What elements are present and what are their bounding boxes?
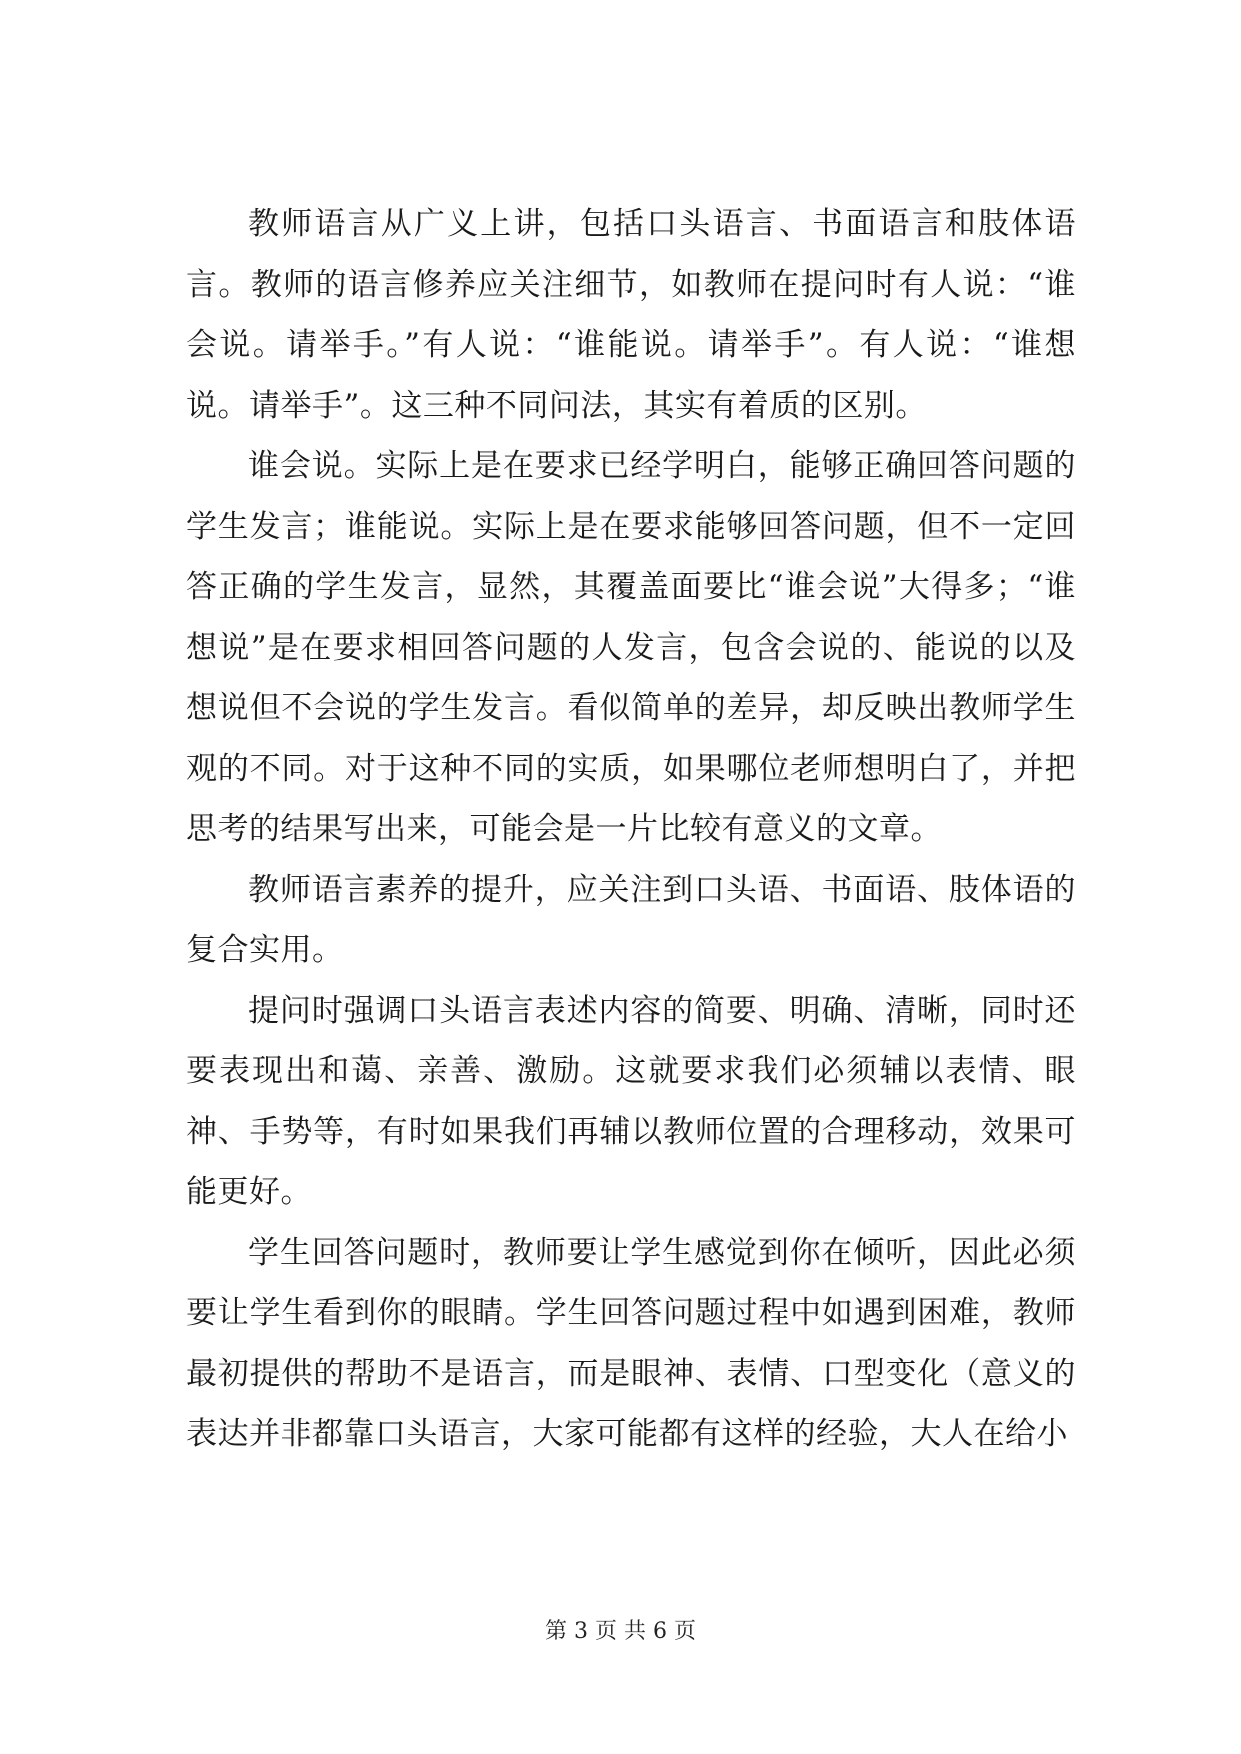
paragraph-4: 提问时强调口头语言表述内容的简要、明确、清晰，同时还要表现出和蔼、亲善、激励。这就要求我们必须辅以表情、眼神、手势等，有时如果我们再辅以教师位置的合理移动，效果可能更好。 [186,992,1076,1210]
page-footer: 第 3 页 共 6 页 [545,1619,696,1644]
paragraph-3: 教师语言素养的提升，应关注到口头语、书面语、肢体语的复合实用。 [186,871,1076,968]
paragraph-2: 谁会说。实际上是在要求已经学明白，能够正确回答问题的学生发言；谁能说。实际上是在要求能够回答问题，但不一定回答正确的学生发言，显然，其覆盖面要比“谁会说”大得多；“谁想说”是在要求相回答问题的人发言，包含会说的、能说的以及想说但不会说的学生发言。看似简单的差异，却反映出教师学生观的不同。对于这种不同的实质，如果哪位老师想明白了，并把思考的结果写出来，可能会是一片比较有意义的文章。 [186,448,1076,847]
paragraph-1: 教师语言从广义上讲，包括口头语言、书面语言和肢体语言。教师的语言修养应关注细节，如教师在提问时有人说：“谁会说。请举手。”有人说：“谁能说。请举手”。有人说：“谁想说。请举手”。这三种不同问法，其实有着质的区别。 [186,206,1076,424]
document-body [186,194,1076,1465]
paragraph-5: 学生回答问题时，教师要让学生感觉到你在倾听，因此必须要让学生看到你的眼睛。学生回答问题过程中如遇到困难，教师最初提供的帮助不是语言，而是眼神、表情、口型变化（意义的表达并非都靠口头语言，大家可能都有这样的经验，大人在给小 [186,1234,1076,1452]
